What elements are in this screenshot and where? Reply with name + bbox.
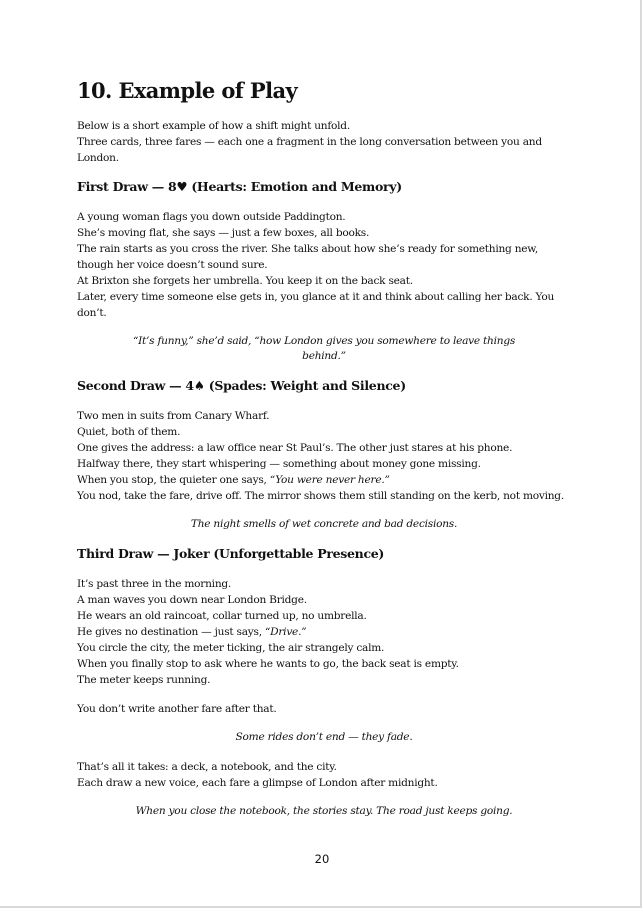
closing-paragraph xyxy=(77,759,571,791)
intro-paragraph xyxy=(77,118,571,166)
body-line: A man waves you down near London Bridge. xyxy=(77,594,307,606)
after-fare-paragraph: You don’t write another fare after that. xyxy=(77,703,277,715)
body-line-prefix: He gives no destination — just says, xyxy=(77,626,265,638)
closing-quote: When you close the notebook, the stories stay. The road just keeps going. xyxy=(135,805,513,817)
body-line-prefix: When you stop, the quieter one says, xyxy=(77,474,270,486)
section-heading-third-draw: Third Draw — Joker (Unforgettable Presence) xyxy=(77,546,385,561)
second-draw-paragraph xyxy=(77,408,571,504)
body-line: When you finally stop to ask where he wants to go, the back seat is empty. xyxy=(77,658,459,670)
first-draw-quote: “It’s funny,” she’d said, “how London gives you somewhere to leave things behind.” xyxy=(132,335,516,362)
second-draw-quote: The night smells of wet concrete and bad decisions. xyxy=(190,518,458,530)
intro-line: Below is a short example of how a shift might unfold. xyxy=(77,120,350,132)
page-number: 20 xyxy=(314,852,330,866)
body-line xyxy=(77,624,571,640)
body-line: It’s past three in the morning. xyxy=(77,578,232,590)
inline-quote: “You were never here.” xyxy=(269,474,390,486)
body-line: A young woman flags you down outside Paddington. xyxy=(77,211,346,223)
body-line: The meter keeps running. xyxy=(77,674,211,686)
body-line: Quiet, both of them. xyxy=(77,426,181,438)
body-line: At Brixton she forgets her umbrella. You keep it on the back seat. xyxy=(77,275,413,287)
body-line: The rain starts as you cross the river. She talks about how she’s ready for something new, though her voice doesn’t sound sure. xyxy=(77,243,538,271)
section-heading-second-draw: Second Draw — 4♠ (Spades: Weight and Silence) xyxy=(77,378,406,393)
page-title: 10. Example of Play xyxy=(77,78,298,103)
section-heading-first-draw: First Draw — 8♥ (Hearts: Emotion and Memory) xyxy=(77,179,402,194)
inline-quote: “Drive.” xyxy=(264,626,307,638)
body-line: You nod, take the fare, drive off. The mirror shows them still standing on the kerb, not moving. xyxy=(77,490,564,502)
body-line: She’s moving flat, she says — just a few boxes, all books. xyxy=(77,227,370,239)
body-line: That’s all it takes: a deck, a notebook, and the city. xyxy=(77,761,337,773)
third-draw-paragraph xyxy=(77,576,571,688)
body-line: Two men in suits from Canary Wharf. xyxy=(77,410,270,422)
body-line: He wears an old raincoat, collar turned up, no umbrella. xyxy=(77,610,367,622)
body-line: Halfway there, they start whispering — something about money gone missing. xyxy=(77,458,481,470)
third-draw-quote: Some rides don’t end — they fade. xyxy=(235,731,413,743)
body-line xyxy=(77,472,571,488)
body-line: You circle the city, the meter ticking, the air strangely calm. xyxy=(77,642,385,654)
body-line: One gives the address: a law office near St Paul’s. The other just stares at his phone. xyxy=(77,442,513,454)
body-line: Later, every time someone else gets in, you glance at it and think about calling her back. You don’t. xyxy=(77,291,555,319)
body-line: Each draw a new voice, each fare a glimpse of London after midnight. xyxy=(77,777,438,789)
page-content xyxy=(77,77,571,819)
intro-line: Three cards, three fares — each one a fragment in the long conversation between you and London. xyxy=(77,136,542,164)
first-draw-paragraph xyxy=(77,209,571,321)
